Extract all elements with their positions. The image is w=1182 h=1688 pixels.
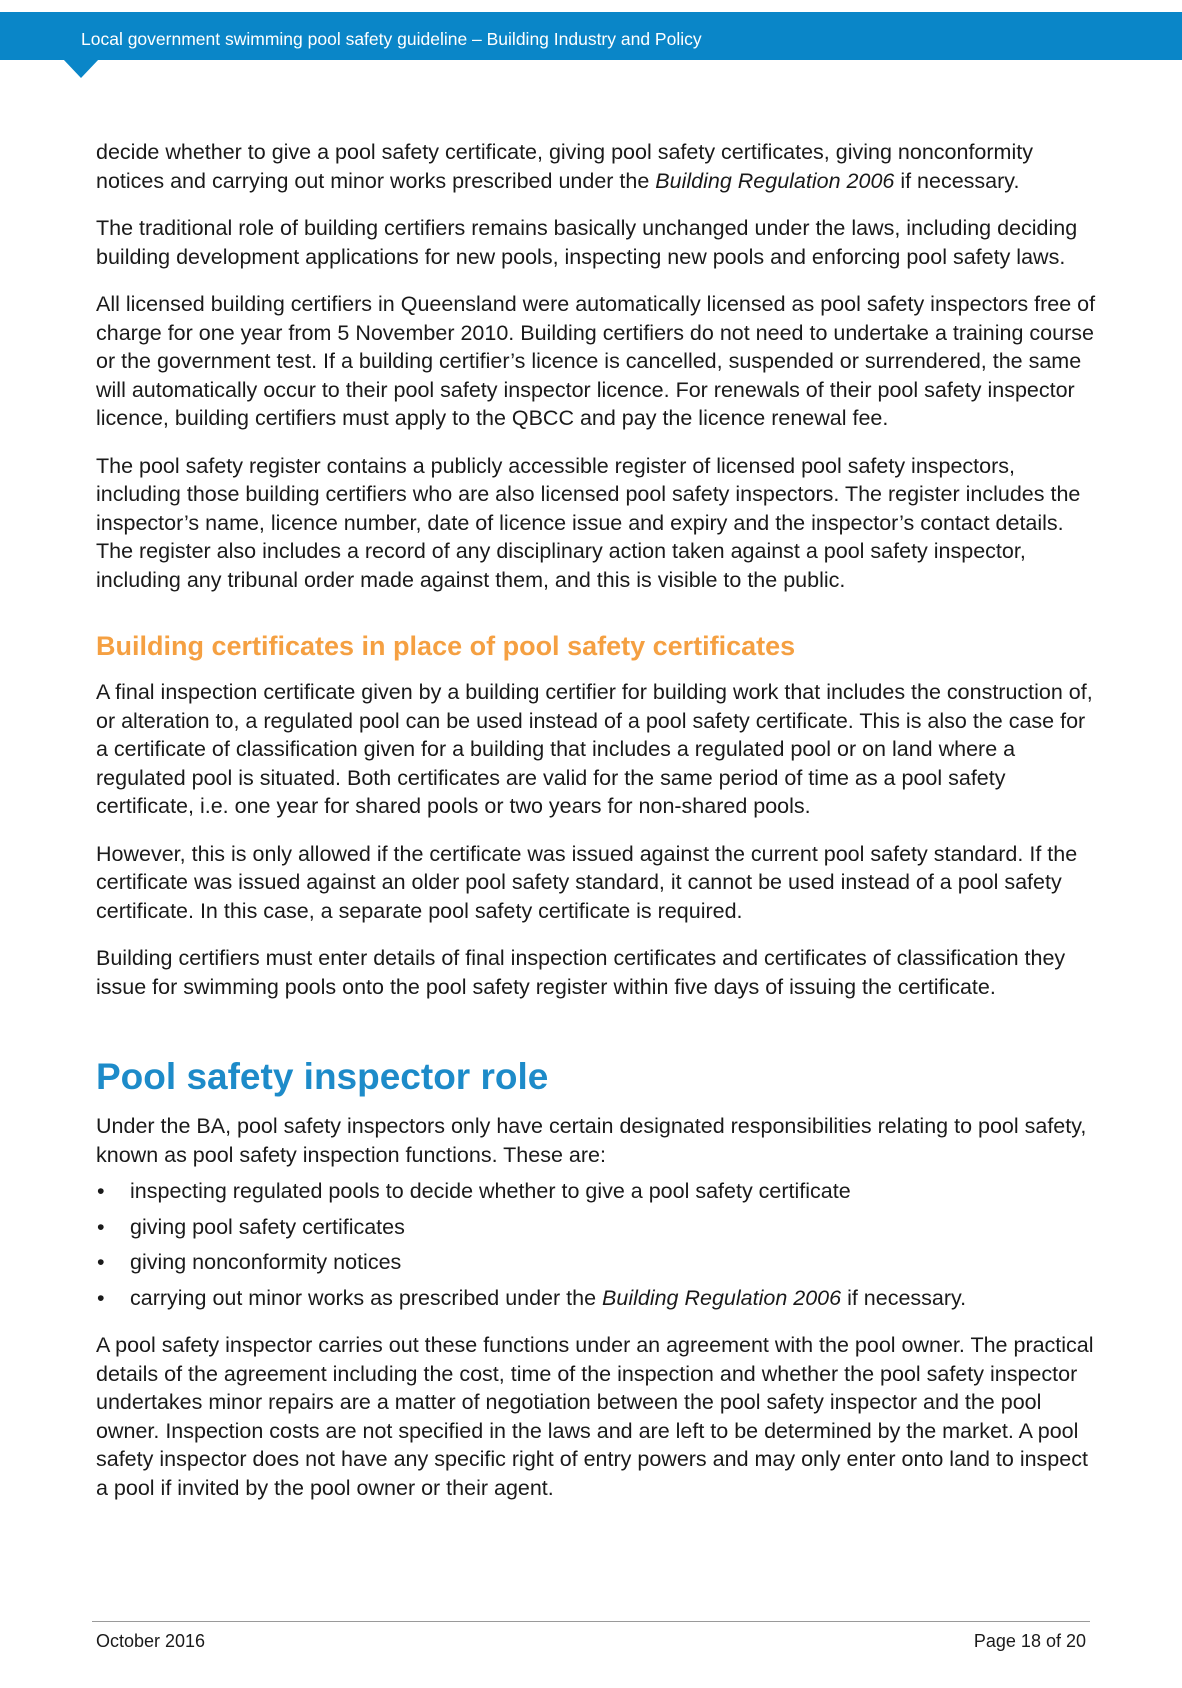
header-notch (63, 59, 99, 78)
paragraph-final-inspection: A final inspection certificate given by a building certifier for building work that includes the construction of, or alteration to, a regulated pool can be used instead of a pool safety certificate. This is also the case for a certificate of classification given for a building that includes a regulated pool or on land where a regulated pool is situated. Both certificates are valid for the same period of time as a pool safety certificate, i.e. one year for shared pools or two years for non-shared pools. (96, 680, 1093, 818)
regulation-reference: Building Regulation 2006 (602, 1285, 842, 1310)
section-heading: Pool safety inspector role (96, 1056, 549, 1097)
footer-divider (92, 1621, 1090, 1622)
paragraph-agreement: A pool safety inspector carries out these functions under an agreement with the pool owner. The practical details of the agreement including the cost, time of the inspection and whether the pool safety inspector undertakes minor repairs are a matter of negotiation between the pool safety inspector and the pool owner. Inspection costs are not specified in the laws and are left to be determined by the market. A pool safety inspector does not have any specific right of entry powers and may only enter onto land to inspect a pool if invited by the pool owner or their agent. (96, 1333, 1094, 1500)
regulation-reference: Building Regulation 2006 (655, 168, 895, 193)
paragraph-traditional-role: The traditional role of building certifiers remains basically unchanged under the laws, including deciding building development applications for new pools, inspecting new pools and enforcing pool safety laws. (96, 216, 1078, 269)
document-title: Local government swimming pool safety guideline – Building Industry and Policy (81, 29, 702, 49)
paragraph-licensing: All licensed building certifiers in Queensland were automatically licensed as pool safety inspectors free of charge for one year from 5 November 2010. Building certifiers do not need to undertake a training course or the government test. If a building certifier’s licence is cancelled, suspended or surrendered, the same will automatically occur to their pool safety inspector licence. For renewals of their pool safety inspector licence, building certifiers must apply to the QBCC and pay the licence renewal fee. (96, 292, 1096, 430)
list-item: • giving pool safety certificates (96, 1213, 1096, 1242)
paragraph-register-entry: Building certifiers must enter details of final inspection certificates and certificates of classification they issue for swimming pools onto the pool safety register within five days of issuing the certificate. (96, 946, 1066, 999)
bullet-icon: • (97, 1285, 105, 1310)
list-item: • giving nonconformity notices (96, 1248, 1096, 1277)
section-subheading: Building certificates in place of pool safety certificates (96, 631, 796, 661)
paragraph-register: The pool safety register contains a publicly accessible register of licensed pool safety inspectors, including those building certifiers who are also licensed pool safety inspectors. The register includes the inspector’s name, licence number, date of licence issue and expiry and the inspector’s contact details. The register also includes a record of any disciplinary action taken against a pool safety inspector, including any tribunal order made against them, and this is visible to the public. (96, 453, 1081, 592)
bullet-icon: • (97, 1179, 105, 1203)
list-item: • inspecting regulated pools to decide whether to give a pool safety certificate (96, 1177, 1096, 1206)
footer-date: October 2016 (96, 1631, 206, 1651)
bullet-icon: • (97, 1214, 105, 1239)
functions-list (96, 1177, 1096, 1312)
page-content (96, 138, 1096, 1521)
paragraph-inspector-functions: Under the BA, pool safety inspectors only have certain designated responsibilities relating to pool safety, known as pool safety inspection functions. These are: (96, 1114, 1087, 1167)
list-item: • carrying out minor works as prescribed under the Building Regulation 2006 if necessary. (96, 1284, 1096, 1313)
paragraph-certifier-functions: decide whether to give a pool safety certificate, giving pool safety certificates, giving nonconformity notices and carrying out minor works prescribed under the Building Regulation 2006 if necessary. (96, 140, 1033, 193)
bullet-icon: • (97, 1250, 105, 1274)
paragraph-current-standard: However, this is only allowed if the certificate was issued against the current pool safety standard. If the certificate was issued against an older pool safety standard, it cannot be used instead of a pool safety certificate. In this case, a separate pool safety certificate is required. (96, 841, 1078, 923)
page-number: Page 18 of 20 (973, 1631, 1086, 1651)
